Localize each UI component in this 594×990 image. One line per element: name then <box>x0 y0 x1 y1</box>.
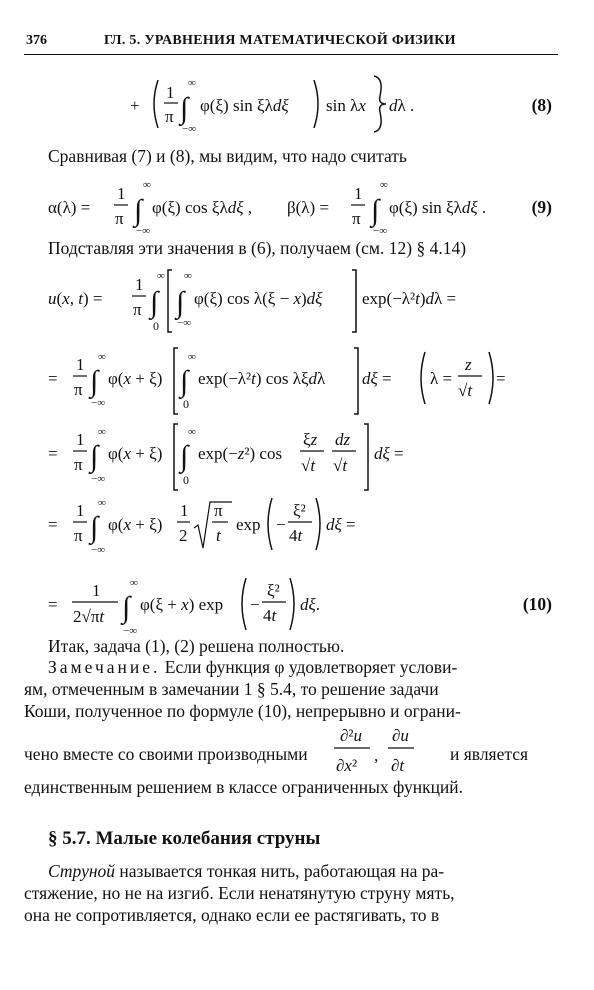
svg-text:−∞: −∞ <box>177 317 192 329</box>
svg-text:exp(−λ²t)dλ =: exp(−λ²t)dλ = <box>362 289 457 308</box>
svg-text:−∞: −∞ <box>123 625 138 637</box>
remark-line-1: Замечание. Если функция φ удовлетворяет услови- <box>48 657 458 677</box>
svg-text:−∞: −∞ <box>373 225 388 237</box>
svg-text:φ(ξ) sin ξλdξ: φ(ξ) sin ξλdξ <box>200 96 289 115</box>
svg-text:dξ =: dξ = <box>362 369 392 388</box>
svg-text:1: 1 <box>180 501 189 520</box>
svg-text:∞: ∞ <box>98 426 106 438</box>
svg-text:0: 0 <box>183 397 189 411</box>
svg-text:z: z <box>465 355 472 374</box>
chapter-title: ГЛ. 5. УРАВНЕНИЯ МАТЕМАТИЧЕСКОЙ ФИЗИКИ <box>104 33 456 48</box>
svg-text:∂u: ∂u <box>392 726 409 745</box>
svg-text:u(x, t) =: u(x, t) = <box>48 289 103 308</box>
svg-text:=: = <box>48 515 58 534</box>
string-line-3: она не сопротивляется, однако если ее растягивать, то в <box>24 905 440 925</box>
svg-text:1: 1 <box>76 501 85 520</box>
svg-text:exp(−λ²t) cos λξdλ: exp(−λ²t) cos λξdλ <box>198 369 326 388</box>
svg-text:π: π <box>74 526 83 545</box>
paragraph-solved: Итак, задача (1), (2) решена полностью. <box>48 636 345 656</box>
svg-text:dξ =: dξ = <box>374 444 404 463</box>
svg-text:0: 0 <box>183 473 189 487</box>
svg-text:dz: dz <box>335 430 351 449</box>
svg-text:∫: ∫ <box>371 194 380 227</box>
svg-text:∫: ∫ <box>90 440 99 473</box>
svg-text:1: 1 <box>76 430 85 449</box>
svg-text:φ(x + ξ): φ(x + ξ) <box>108 444 163 463</box>
svg-text:=: = <box>48 595 58 614</box>
svg-text:√t: √t <box>333 456 348 475</box>
svg-text:−∞: −∞ <box>136 225 151 237</box>
svg-text:∫: ∫ <box>180 440 189 473</box>
svg-text:∞: ∞ <box>184 270 192 282</box>
svg-text:exp(−z²) cos: exp(−z²) cos <box>198 444 283 463</box>
svg-text:φ(x + ξ): φ(x + ξ) <box>108 515 163 534</box>
svg-text:∫: ∫ <box>134 194 143 227</box>
svg-text:∫: ∫ <box>150 286 159 319</box>
svg-text:−∞: −∞ <box>182 123 197 135</box>
equation-number-9: (9) <box>531 197 552 217</box>
svg-text:1: 1 <box>135 275 144 294</box>
svg-text:∂²u: ∂²u <box>340 726 362 745</box>
svg-text:dξ =: dξ = <box>326 515 356 534</box>
svg-text:1: 1 <box>76 355 85 374</box>
svg-text:∫: ∫ <box>122 591 131 624</box>
svg-text:∞: ∞ <box>188 426 196 438</box>
svg-text:4t: 4t <box>263 606 277 625</box>
equation-number-8: (8) <box>531 95 552 115</box>
svg-text:∞: ∞ <box>143 179 151 191</box>
svg-text:=: = <box>48 369 58 388</box>
svg-text:=: = <box>48 444 58 463</box>
svg-text:−∞: −∞ <box>91 397 106 409</box>
remark-line-5: единственным решением в классе ограниченных функций. <box>24 777 464 797</box>
svg-text:+: + <box>130 96 140 115</box>
svg-text:∫: ∫ <box>180 92 189 125</box>
svg-text:π: π <box>115 209 124 228</box>
svg-text:∞: ∞ <box>188 77 196 89</box>
svg-text:=: = <box>496 369 506 388</box>
remark-line-4-tail: и является <box>450 744 529 764</box>
remark-line-4: чено вместе со своими производными <box>24 744 308 764</box>
svg-text:∫: ∫ <box>90 511 99 544</box>
svg-text:λ =: λ = <box>430 369 453 388</box>
term-string: Струной <box>48 861 116 881</box>
section-heading: § 5.7. Малые колебания струны <box>48 828 321 849</box>
svg-text:0: 0 <box>153 319 159 333</box>
remark-label: Замечание. <box>48 657 161 677</box>
svg-text:−: − <box>250 595 260 614</box>
svg-text:φ(ξ + x) exp: φ(ξ + x) exp <box>140 595 224 614</box>
svg-text:∫: ∫ <box>90 365 99 398</box>
svg-text:∞: ∞ <box>188 351 196 363</box>
svg-text:exp: exp <box>236 515 261 534</box>
page-number: 376 <box>26 33 47 48</box>
equation-number-10: (10) <box>522 594 552 614</box>
svg-text:∫: ∫ <box>180 365 189 398</box>
svg-text:∞: ∞ <box>157 270 165 282</box>
svg-text:φ(x + ξ): φ(x + ξ) <box>108 369 163 388</box>
paragraph-substitute: Подставляя эти значения в (6), получаем (см. 12) § 4.14) <box>48 238 467 258</box>
svg-text:t: t <box>216 526 221 545</box>
svg-text:φ(ξ) cos λ(ξ − x)dξ: φ(ξ) cos λ(ξ − x)dξ <box>194 289 323 308</box>
svg-text:β(λ) =: β(λ) = <box>287 198 330 217</box>
svg-text:ξz: ξz <box>303 430 318 449</box>
string-line-1: Струной называется тонкая нить, работающая на ра- <box>48 861 445 881</box>
svg-text:α(λ) =: α(λ) = <box>48 198 91 217</box>
svg-text:1: 1 <box>354 184 363 203</box>
svg-text:π: π <box>74 380 83 399</box>
svg-text:φ(ξ) sin ξλdξ .: φ(ξ) sin ξλdξ . <box>389 198 487 217</box>
remark-line-2: ям, отмеченным в замечании 1 § 5.4, то решение задачи <box>24 679 439 699</box>
svg-text:√t: √t <box>301 456 316 475</box>
svg-text:1: 1 <box>117 184 126 203</box>
svg-text:∞: ∞ <box>130 577 138 589</box>
svg-text:π: π <box>133 300 142 319</box>
svg-text:−∞: −∞ <box>91 544 106 556</box>
svg-text:2: 2 <box>179 526 188 545</box>
svg-text:4t: 4t <box>289 526 303 545</box>
svg-text:dλ .: dλ . <box>389 96 415 115</box>
svg-text:dξ.: dξ. <box>300 595 321 614</box>
remark-line-3: Коши, полученное по формуле (10), непрерывно и ограни- <box>24 701 461 721</box>
svg-text:1: 1 <box>166 83 175 102</box>
svg-text:∞: ∞ <box>98 497 106 509</box>
svg-text:√t: √t <box>458 381 473 400</box>
svg-text:∞: ∞ <box>98 351 106 363</box>
svg-text:φ(ξ) cos ξλdξ ,: φ(ξ) cos ξλdξ , <box>152 198 252 217</box>
paragraph-compare: Сравнивая (7) и (8), мы видим, что надо считать <box>48 146 407 166</box>
svg-text:−∞: −∞ <box>91 473 106 485</box>
svg-text:π: π <box>165 107 174 126</box>
svg-text:π: π <box>74 455 83 474</box>
svg-text:∫: ∫ <box>176 286 185 319</box>
svg-text:sin λx: sin λx <box>326 96 366 115</box>
svg-text:−: − <box>276 515 286 534</box>
svg-text:∞: ∞ <box>380 179 388 191</box>
svg-text:1: 1 <box>92 581 101 600</box>
svg-text:ξ²: ξ² <box>293 501 306 520</box>
svg-text:π: π <box>352 209 361 228</box>
svg-text:∂x²: ∂x² <box>336 756 358 775</box>
string-line-2: стяжение, но не на изгиб. Если ненатянутую струну мять, <box>24 883 455 903</box>
svg-text:π: π <box>214 501 223 520</box>
svg-text:,: , <box>374 746 379 765</box>
svg-text:2√πt: 2√πt <box>73 607 105 626</box>
svg-text:ξ²: ξ² <box>267 581 280 600</box>
svg-text:∂t: ∂t <box>391 756 405 775</box>
